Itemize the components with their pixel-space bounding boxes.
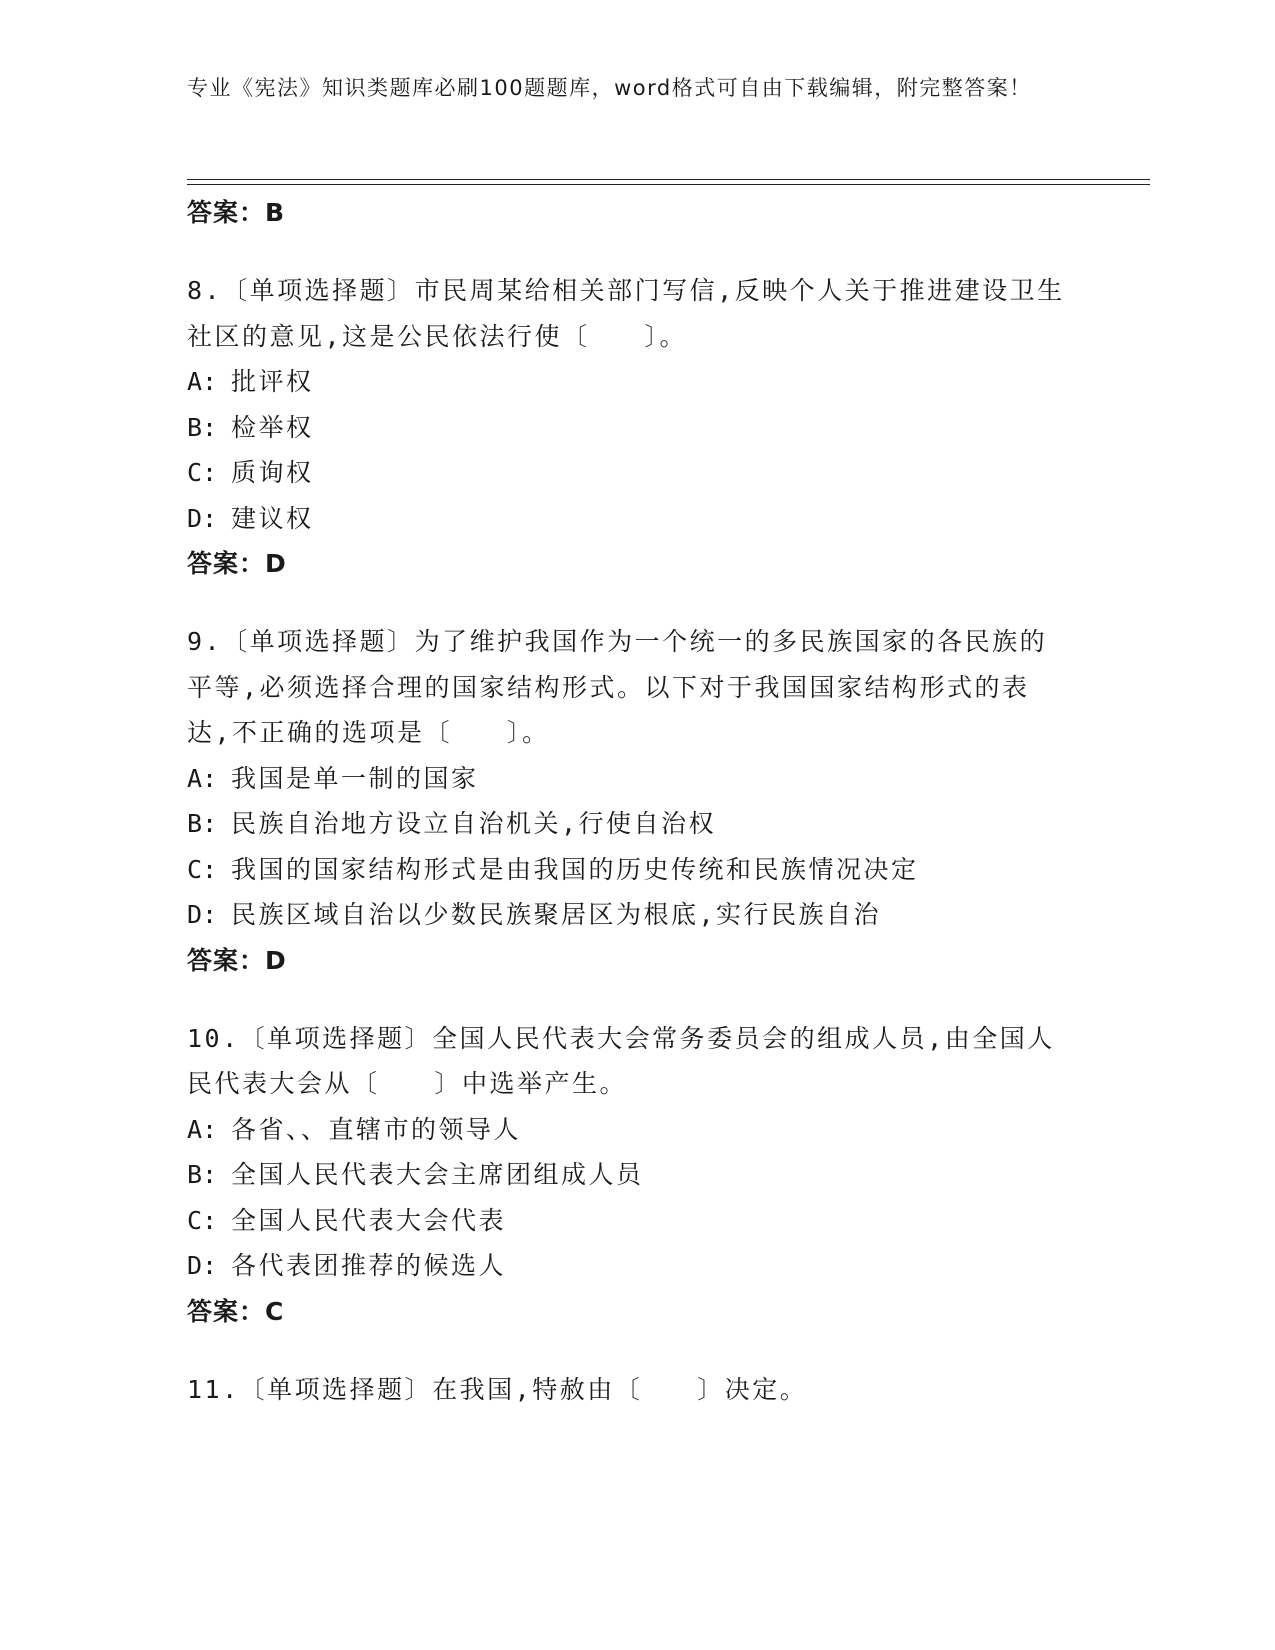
option-d [187, 496, 1087, 542]
option-text: 批评权 [231, 367, 314, 396]
option-a [187, 756, 1087, 802]
option-a [187, 1107, 1087, 1153]
option-c [187, 1198, 1087, 1244]
option-text: 检举权 [231, 412, 314, 442]
option-text: 民族区域自治以少数民族聚居区为根底,实行民族自治 [231, 900, 882, 929]
option-key: C: [187, 1205, 218, 1235]
question-stem: 10.〔单项选择题〕全国人民代表大会常务委员会的组成人员,由全国人民代表大会从〔 〕中选举产生。 [187, 1023, 1055, 1098]
option-text: 各省、、直辖市的领导人 [231, 1114, 522, 1144]
question-10 [187, 1016, 1087, 1334]
option-text: 各代表团推荐的候选人 [231, 1251, 507, 1280]
option-key: B: [187, 1160, 218, 1189]
option-key: A: [187, 763, 218, 793]
option-b [187, 1152, 1087, 1198]
option-key: A: [187, 1114, 218, 1144]
option-key: D: [187, 1251, 218, 1280]
question-9 [187, 619, 1087, 983]
option-key: A: [187, 367, 218, 396]
option-a [187, 359, 1087, 405]
answer-line: 答案：B [187, 198, 286, 227]
document-header: 专业《宪法》知识类题库必刷100题题库，word格式可自由下载编辑，附完整答案！ [187, 76, 1032, 100]
option-key: D: [187, 503, 218, 533]
option-key: C: [187, 854, 218, 884]
option-key: D: [187, 900, 218, 929]
answer-line: 答案：D [187, 549, 287, 578]
option-text: 建议权 [231, 503, 314, 533]
option-text: 我国的国家结构形式是由我国的历史传统和民族情况决定 [231, 854, 919, 884]
question-11 [187, 1367, 1087, 1413]
header-divider-bottom [187, 184, 1150, 185]
option-d [187, 1243, 1087, 1289]
answer-line: 答案：D [187, 945, 287, 975]
option-key: B: [187, 809, 218, 838]
option-d [187, 892, 1087, 938]
option-b [187, 801, 1087, 847]
option-text: 全国人民代表大会主席团组成人员 [231, 1160, 644, 1189]
question-8 [187, 268, 1087, 586]
option-b [187, 405, 1087, 451]
header-divider-top [187, 179, 1150, 180]
question-stem: 8.〔单项选择题〕市民周某给相关部门写信,反映个人关于推进建设卫生社区的意见,这是公民依法行使〔 〕。 [187, 276, 1065, 351]
option-text: 民族自治地方设立自治机关,行使自治权 [231, 809, 717, 838]
option-key: C: [187, 458, 218, 487]
question-stem: 11.〔单项选择题〕在我国,特赦由〔 〕决定。 [187, 1374, 808, 1404]
question-stem: 9.〔单项选择题〕为了维护我国作为一个统一的多民族国家的各民族的平等,必须选择合理的国家结构形式。以下对于我国国家结构形式的表达,不正确的选项是〔 〕。 [187, 627, 1048, 747]
option-c [187, 450, 1087, 496]
option-text: 全国人民代表大会代表 [231, 1205, 507, 1235]
option-c [187, 847, 1087, 893]
answer-line: 答案：C [187, 1296, 285, 1326]
option-key: B: [187, 412, 218, 442]
option-text: 我国是单一制的国家 [231, 763, 479, 793]
option-text: 质询权 [231, 458, 314, 487]
document-body [187, 190, 1087, 1412]
